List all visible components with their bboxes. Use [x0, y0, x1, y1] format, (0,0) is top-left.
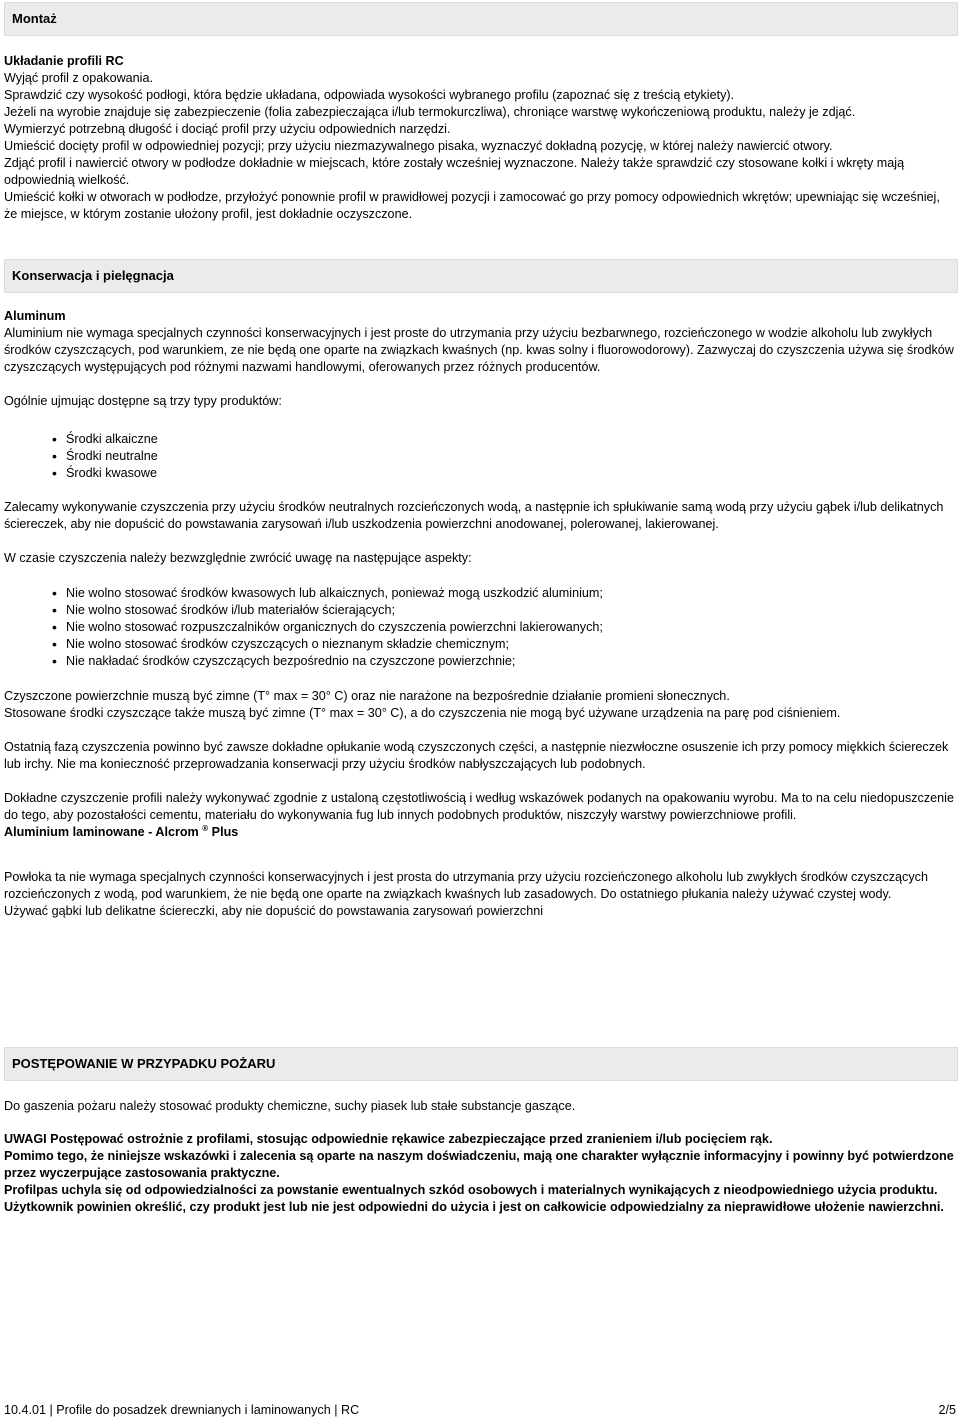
- paragraph: Używać gąbki lub delikatne ściereczki, aby nie dopuścić do powstawania zarysowań powierzchni: [4, 904, 544, 918]
- list-item: • Nie nakładać środków czyszczących bezpośrednio na czyszczone powierzchnie;: [66, 653, 956, 670]
- section-header-konserwacja: [4, 259, 958, 293]
- paragraph: Ogólnie ujmując dostępne są trzy typy produktów:: [4, 394, 282, 408]
- section-title: POSTĘPOWANIE W PRZYPADKU POŻARU: [12, 1056, 276, 1071]
- montaz-line: Umieścić kołki w otworach w podłodze, przyłożyć ponownie profil w prawidłowej pozycji i zamocować go przy pomocy odpowiednich wkrętów; upewniając się wcześniej, że miejsce, w którym zostanie ułożony profil, jest dokładnie oczyszczone.: [4, 190, 940, 221]
- notice-line: Użytkownik powinien określić, czy produkt jest lub nie jest odpowiedni do użycia i jest on całkowicie odpowiedzialny za nieprawidłowe ułożenie nawierzchni.: [4, 1200, 944, 1214]
- list-item: • Środki kwasowe: [66, 465, 956, 482]
- montaz-content: [4, 53, 956, 223]
- paragraph: Zalecamy wykonywanie czyszczenia przy użyciu środków neutralnych rozcieńczonych wodą, a następnie ich spłukiwanie samą wodą przy użyciu gąbek i/lub delikatnych ściereczek, aby nie dopuścić do powstawania zarysowań i/lub uszkodzenia powierzchni anodowanej, polerowanej, lakierowanej.: [4, 500, 944, 531]
- list-item: • Nie wolno stosować środków kwasowych lub alkaicznych, ponieważ mogą uszkodzić aluminium;: [66, 585, 956, 602]
- list-item: • Środki alkaiczne: [66, 431, 956, 448]
- alcrom-suffix: Plus: [211, 825, 239, 839]
- warnings-list: [4, 585, 956, 670]
- page-footer: [4, 1402, 956, 1426]
- paragraph: Stosowane środki czyszczące także muszą być zimne (T° max = 30° C), a do czyszczenia nie mogą być używane urządzenia na parę pod ciśnieniem.: [4, 706, 841, 720]
- alcrom-text: Aluminium laminowane - Alcrom: [4, 825, 199, 839]
- list-item: • Nie wolno stosować środków i/lub materiałów ścierających;: [66, 602, 956, 619]
- notice-line: UWAGI Postępować ostrożnie z profilami, stosując odpowiednie rękawice zabezpieczające przed zranieniem i/lub pocięciem rąk.: [4, 1132, 773, 1146]
- footer-document-ref: 10.4.01 | Profile do posadzek drewnianych i laminowanych | RC: [4, 1403, 360, 1417]
- notice-line: Profilpas uchyla się od odpowiedzialności za powstanie ewentualnych szkód osobowych i materialnych wynikających z nieodpowiedniego użycia produktu.: [4, 1183, 938, 1197]
- montaz-line: Sprawdzić czy wysokość podłogi, która będzie układana, odpowiada wysokości wybranego profilu (zapoznać się z treścią etykiety).: [4, 88, 735, 102]
- paragraph: Ostatnią fazą czyszczenia powinno być zawsze dokładne opłukanie wodą czyszczonych części, a następnie niezwłoczne osuszenie ich przy pomocy miękkich ściereczek lub irchy. Nie ma konieczność przeprowadzania konserwacji przy użyciu środków nabłyszczających lub podobnych.: [4, 740, 949, 771]
- subheading-aluminum: Aluminum: [4, 309, 66, 323]
- registered-mark: ®: [202, 823, 209, 833]
- montaz-line: Zdjąć profil i nawiercić otwory w podłodze dokładnie w miejscach, które zostały wcześniej wyznaczone. Należy także sprawdzić czy stosowane kołki i wkręty mają odpowiednią wielkość.: [4, 156, 905, 187]
- footer-page-number: 2/5: [938, 1403, 956, 1417]
- montaz-line: Jeżeli na wyrobie znajduje się zabezpieczenie (folia zabezpieczająca i/lub termokurczliwa), chroniące warstwę wykończeniową produktu, należy je zdjąć.: [4, 105, 856, 119]
- pozar-content: [4, 1098, 956, 1216]
- list-item: • Nie wolno stosować rozpuszczalników organicznych do czyszczenia powierzchni lakierowanych;: [66, 619, 956, 636]
- paragraph: Czyszczone powierzchnie muszą być zimne (T° max = 30° C) oraz nie narażone na bezpośrednie działanie promieni słonecznych.: [4, 689, 730, 703]
- product-types-list: [4, 431, 956, 482]
- montaz-line: Wyjąć profil z opakowania.: [4, 71, 153, 85]
- section-title: Konserwacja i pielęgnacja: [12, 268, 174, 283]
- list-item: • Środki neutralne: [66, 448, 956, 465]
- konserwacja-content: [4, 308, 956, 920]
- paragraph: Powłoka ta nie wymaga specjalnych czynności konserwacyjnych i jest prosta do utrzymania przy użyciu rozcieńczonego alkoholu lub zwykłych środków czyszczących rozcieńczonych z wodą, pod warunkiem, że nie będą one oparte na związkach kwaśnych lub zasadowych. Do ostatniego płukania należy używać czystej wody.: [4, 870, 928, 901]
- paragraph: Do gaszenia pożaru należy stosować produkty chemiczne, suchy piasek lub stałe substancje gaszące.: [4, 1099, 576, 1113]
- montaz-line: Wymierzyć potrzebną długość i dociąć profil przy użyciu odpowiednich narzędzi.: [4, 122, 451, 136]
- notice-line: Pomimo tego, że niniejsze wskazówki i zalecenia są oparte na naszym doświadczeniu, mają one charakter wyłącznie informacyjny i powinny być potwierdzone przez wyczerpujące zastosowania praktyczne.: [4, 1149, 954, 1180]
- section-header-montaz: [4, 2, 958, 36]
- paragraph: Dokładne czyszczenie profili należy wykonywać zgodnie z ustaloną częstotliwością i według wskazówek podanych na opakowaniu wyrobu. Ma to na celu niedopuszczenie do tego, aby pozostałości cementu, materiału do wykonywania fug lub innych podobnych produktów, niszczyły warstwy powierzchniowe profili.: [4, 791, 954, 822]
- subheading-alcrom: [4, 824, 956, 841]
- paragraph: Aluminium nie wymaga specjalnych czynności konserwacyjnych i jest proste do utrzymania przy użyciu bezbarwnego, rozcieńczonego w wodzie alkoholu lub zwykłych środków czyszczących, pod warunkiem, ze nie będą one oparte na związkach kwaśnych (np. kwas solny i fluorowodorowy). Zazwyczaj do czyszczenia używa się środków czyszczących występujących pod różnymi nazwami handlowymi, oferowanych przez różnych producentów.: [4, 326, 954, 374]
- section-header-pozar: [4, 1047, 958, 1081]
- list-item: • Nie wolno stosować środków czyszczących o nieznanym składzie chemicznym;: [66, 636, 956, 653]
- paragraph: W czasie czyszczenia należy bezwzględnie zwrócić uwagę na następujące aspekty:: [4, 551, 472, 565]
- montaz-line: Umieścić docięty profil w odpowiedniej pozycji; przy użyciu niezmazywalnego pisaka, wyznaczyć dokładną pozycję, w której należy nawiercić otwory.: [4, 139, 833, 153]
- subheading-ukladanie: Układanie profili RC: [4, 54, 124, 68]
- section-title: Montaż: [12, 11, 57, 26]
